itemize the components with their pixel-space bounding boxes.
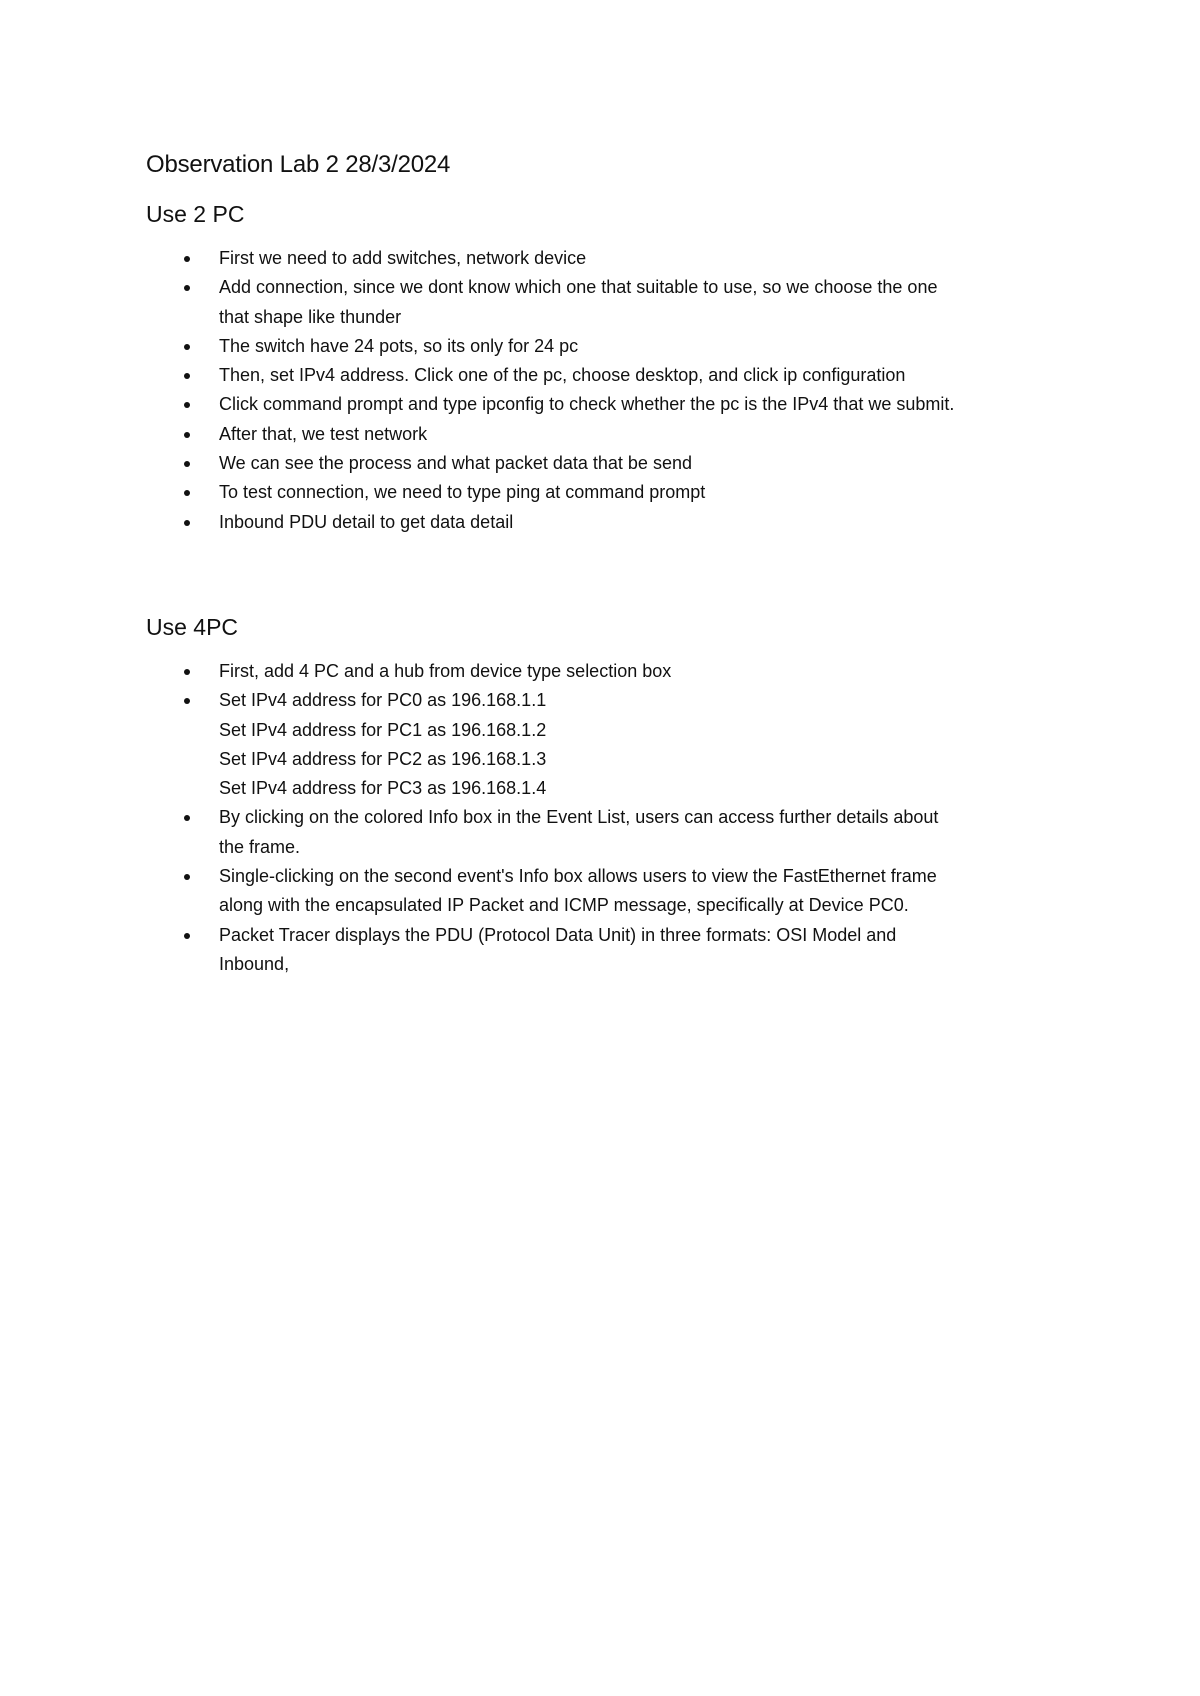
bullet-icon	[184, 432, 190, 438]
list-item-text: Inbound PDU detail to get data detail	[219, 511, 514, 532]
list-item-text: We can see the process and what packet data that be send	[219, 453, 692, 474]
list-item	[146, 478, 1086, 507]
list-item-text: Inbound,	[219, 953, 290, 974]
list-item-text: The switch have 24 pots, so its only for 24 pc	[219, 335, 579, 356]
list-item-text: After that, we test network	[219, 423, 428, 444]
list-item	[146, 420, 1086, 449]
list-item	[146, 686, 1086, 803]
list-item	[146, 862, 1086, 921]
list-item-text: the frame.	[219, 836, 301, 857]
list-item-text: Then, set IPv4 address. Click one of the pc, choose desktop, and click ip configuration	[219, 365, 906, 386]
list-item-text: Add connection, since we dont know which one that suitable to use, so we choose the one	[219, 277, 938, 298]
list-item-text: Packet Tracer displays the PDU (Protocol Data Unit) in three formats: OSI Model and	[219, 924, 897, 945]
list-item	[146, 332, 1086, 361]
section-use-4-pc	[146, 611, 1086, 979]
list-item-text: Set IPv4 address for PC0 as 196.168.1.1	[219, 690, 547, 711]
list-item-text: First we need to add switches, network device	[219, 248, 587, 268]
bullet-icon	[184, 402, 190, 408]
bullet-icon	[184, 461, 190, 467]
list-item-text: Click command prompt and type ipconfig to check whether the pc is the IPv4 that we submit.	[219, 394, 955, 415]
bullet-icon	[184, 874, 190, 880]
list-item-text: Single-clicking on the second event's Info box allows users to view the FastEthernet frame	[219, 866, 937, 887]
bullet-icon	[184, 285, 190, 291]
bullet-icon	[184, 344, 190, 350]
list-item	[146, 449, 1086, 478]
list-item-text: along with the encapsulated IP Packet and ICMP message, specifically at Device PC0.	[219, 895, 909, 916]
list-item-text: First, add 4 PC and a hub from device type selection box	[219, 660, 672, 681]
bullet-icon	[184, 256, 190, 262]
list-item	[146, 273, 1086, 332]
list-item-text: Set IPv4 address for PC2 as 196.168.1.3	[219, 748, 547, 769]
bullet-icon	[184, 669, 190, 675]
list-item	[146, 657, 1086, 686]
bullet-icon	[184, 490, 190, 496]
bullet-icon	[184, 698, 190, 704]
bullet-icon	[184, 520, 190, 526]
bullet-list	[146, 657, 1086, 979]
list-item	[146, 508, 1086, 537]
document-title: Observation Lab 2 28/3/2024	[146, 151, 451, 178]
section-heading: Use 4PC	[146, 613, 239, 640]
bullet-icon	[184, 373, 190, 379]
list-item	[146, 803, 1086, 862]
list-item-text: By clicking on the colored Info box in the Event List, users can access further details about	[219, 807, 939, 828]
section-use-2-pc	[146, 198, 1086, 537]
section-heading: Use 2 PC	[146, 201, 245, 227]
list-item	[146, 921, 1086, 980]
bullet-list	[146, 244, 1086, 537]
document-body	[146, 148, 1086, 979]
list-item	[146, 244, 1086, 273]
list-item-text: Set IPv4 address for PC3 as 196.168.1.4	[219, 778, 547, 799]
list-item-text: that shape like thunder	[219, 306, 402, 327]
list-item-text: Set IPv4 address for PC1 as 196.168.1.2	[219, 719, 547, 740]
bullet-icon	[184, 815, 190, 821]
list-item-text: To test connection, we need to type ping at command prompt	[219, 482, 706, 503]
list-item	[146, 361, 1086, 390]
bullet-icon	[184, 933, 190, 939]
list-item	[146, 390, 1086, 419]
